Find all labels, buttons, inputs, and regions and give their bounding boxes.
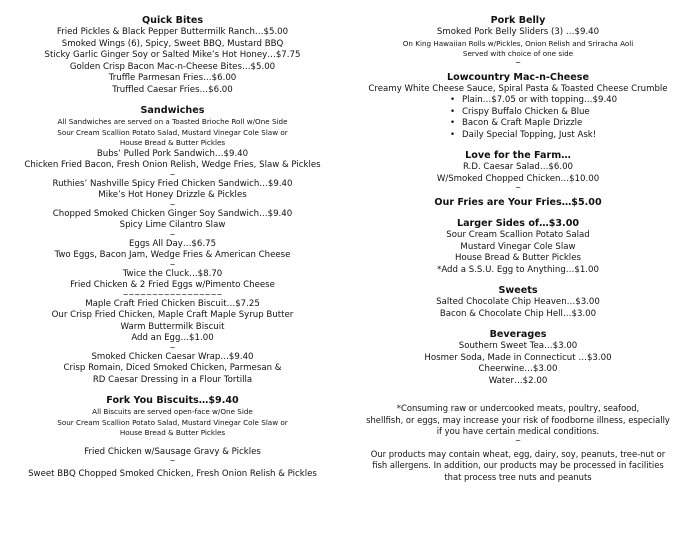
separator: ~ xyxy=(169,457,176,465)
menu-line: Sticky Garlic Ginger Soy or Salted Mike’s Hot Honey…$7.75 xyxy=(44,50,301,60)
pork-belly-heading: Pork Belly xyxy=(490,15,546,26)
bullet-icon: • xyxy=(450,95,456,105)
menu-line: Truffle Parmesan Fries…$6.00 xyxy=(108,73,237,83)
menu-line: Eggs All Day…$6.75 xyxy=(128,238,217,249)
menu-line: Bubs’ Pulled Pork Sandwich…$9.40 xyxy=(96,148,249,159)
allergen-notice: Our products may contain wheat, egg, dairy, soy, peanuts, tree-nut or fish allergens. In addition, our products may be processed in facilities that process tree nuts and peanuts xyxy=(370,448,666,482)
separator: ~ xyxy=(169,200,176,209)
menu-line: Salted Chocolate Chip Heaven…$3.00 xyxy=(436,297,600,307)
menu-line: Fried Pickles & Black Pepper Buttermilk Ranch…$5.00 xyxy=(56,27,289,37)
menu-line: Fried Chicken w/Sausage Gravy & Pickles xyxy=(84,446,261,457)
menu-line: Bacon & Chocolate Chip Hell…$3.00 xyxy=(439,308,597,319)
menu-line: Crisp Romain, Diced Smoked Chicken, Parmesan & xyxy=(63,363,282,373)
menu-small-line: Served with choice of one side xyxy=(462,49,574,58)
menu-line: Sour Cream Scallion Potato Salad xyxy=(446,230,590,240)
menu-line: Hosmer Soda, Made in Connecticut …$3.00 xyxy=(424,352,612,363)
menu-line: Chicken Fried Bacon, Fresh Onion Relish, Wedge Fries, Slaw & Pickles xyxy=(24,160,321,170)
sandwiches-heading: Sandwiches xyxy=(140,105,205,116)
menu-line: Warm Buttermilk Biscuit xyxy=(120,321,225,332)
menu-line: Add an Egg…$1.00 xyxy=(131,333,214,343)
bullet-icon: • xyxy=(450,118,456,128)
sandwiches-intro: House Bread & Butter Pickles xyxy=(119,138,226,147)
quick-bites-heading: Quick Bites xyxy=(141,15,204,26)
menu-line: House Bread & Butter Pickles xyxy=(455,253,581,263)
menu-line: Twice the Cluck…$8.70 xyxy=(122,268,223,279)
menu-line: Smoked Pork Belly Sliders (3) …$9.40 xyxy=(436,27,600,37)
fries-heading: Our Fries are Your Fries…$5.00 xyxy=(434,197,602,208)
bullet-icon: • xyxy=(450,129,456,140)
menu-line: Spicy Lime Cilantro Slaw xyxy=(119,220,226,230)
separator: ~ xyxy=(515,58,521,67)
menu-line: Our Crisp Fried Chicken, Maple Craft Maple Syrup Butter xyxy=(51,310,294,320)
menu-right-column xyxy=(350,14,686,484)
sweets-heading: Sweets xyxy=(498,285,538,296)
separator: ~ xyxy=(169,230,176,239)
separator: ~ xyxy=(515,184,521,192)
menu-line: R.D. Caesar Salad…$6.00 xyxy=(462,162,574,172)
biscuits-intro: Sour Cream Scallion Potato Salad, Mustard Vinegar Cole Slaw or xyxy=(57,417,288,427)
menu-line: Cheerwine…$3.00 xyxy=(478,364,558,374)
menu-line: Ruthies’ Nashville Spicy Fried Chicken Sandwich…$9.40 xyxy=(52,178,293,189)
separator: ~ xyxy=(515,436,521,445)
menu-line: Water…$2.00 xyxy=(488,375,548,386)
biscuits-heading: Fork You Biscuits…$9.40 xyxy=(106,395,239,406)
menu-line: Golden Crisp Bacon Mac-n-Cheese Bites…$5.00 xyxy=(69,61,276,72)
sides-heading: Larger Sides of…$3.00 xyxy=(456,218,580,229)
consumption-notice: *Consuming raw or undercooked meats, poultry, seafood, shellfish, or eggs, may increase your risk of foodborne illness, especially if you have certain medical conditions. xyxy=(366,403,670,437)
menu-line: Sweet BBQ Chopped Smoked Chicken, Fresh Onion Relish & Pickles xyxy=(28,469,317,479)
mac-options-list xyxy=(350,95,686,141)
separator: ~ xyxy=(169,170,176,179)
menu-small-line: On King Hawaiian Rolls w/Pickles, Onion Relish and Sriracha Aoli xyxy=(402,38,634,48)
menu-left-column xyxy=(0,14,345,481)
menu-line: Maple Craft Fried Chicken Biscuit…$7.25 xyxy=(85,298,260,309)
menu-line: Creamy White Cheese Sauce, Spiral Pasta & Toasted Cheese Crumble xyxy=(368,83,668,94)
menu-line: Fried Chicken & 2 Fried Eggs w/Pimento Cheese xyxy=(70,280,275,290)
list-item: • Crispy Buffalo Chicken & Blue xyxy=(450,106,590,117)
menu-line: Smoked Chicken Caesar Wrap…$9.40 xyxy=(91,351,254,362)
biscuits-intro: All Biscuits are served open-face w/One Side xyxy=(92,407,253,416)
list-item: • Plain…$7.05 or with topping…$9.40 xyxy=(450,95,618,105)
menu-line: Smoked Wings (6), Spicy, Sweet BBQ, Mustard BBQ xyxy=(61,38,284,49)
menu-line: W/Smoked Chopped Chicken…$10.00 xyxy=(436,173,600,184)
menu-line: RD Caesar Dressing in a Flour Tortilla xyxy=(92,374,253,385)
beverages-heading: Beverages xyxy=(489,329,547,340)
list-item: • Daily Special Topping, Just Ask! xyxy=(450,129,597,140)
separator: ~ xyxy=(169,260,176,269)
menu-line: *Add a S.S.U. Egg to Anything…$1.00 xyxy=(437,264,599,275)
menu-line: Southern Sweet Tea…$3.00 xyxy=(458,341,578,351)
biscuits-intro: House Bread & Butter Pickles xyxy=(119,428,226,437)
mac-heading: Lowcountry Mac-n-Cheese xyxy=(446,71,590,83)
menu-line: Mustard Vinegar Cole Slaw xyxy=(460,241,576,252)
menu-line: Truffled Caesar Fries…$6.00 xyxy=(112,84,233,95)
menu-line: Mike’s Hot Honey Drizzle & Pickles xyxy=(98,190,247,200)
separator: ~ xyxy=(169,343,176,352)
sandwiches-intro: Sour Cream Scallion Potato Salad, Mustard Vinegar Cole Slaw or xyxy=(57,127,288,137)
farm-heading: Love for the Farm… xyxy=(465,150,571,161)
sandwiches-intro: All Sandwiches are served on a Toasted Brioche Roll w/One Side xyxy=(57,117,288,126)
bullet-icon: • xyxy=(450,106,456,117)
list-item: • Bacon & Craft Maple Drizzle xyxy=(450,118,583,128)
separator: ~~~~~~~~~~~~~~~~~ xyxy=(122,290,223,299)
menu-line: Chopped Smoked Chicken Ginger Soy Sandwich…$9.40 xyxy=(52,208,293,219)
menu-line: Two Eggs, Bacon Jam, Wedge Fries & American Cheese xyxy=(54,250,291,260)
